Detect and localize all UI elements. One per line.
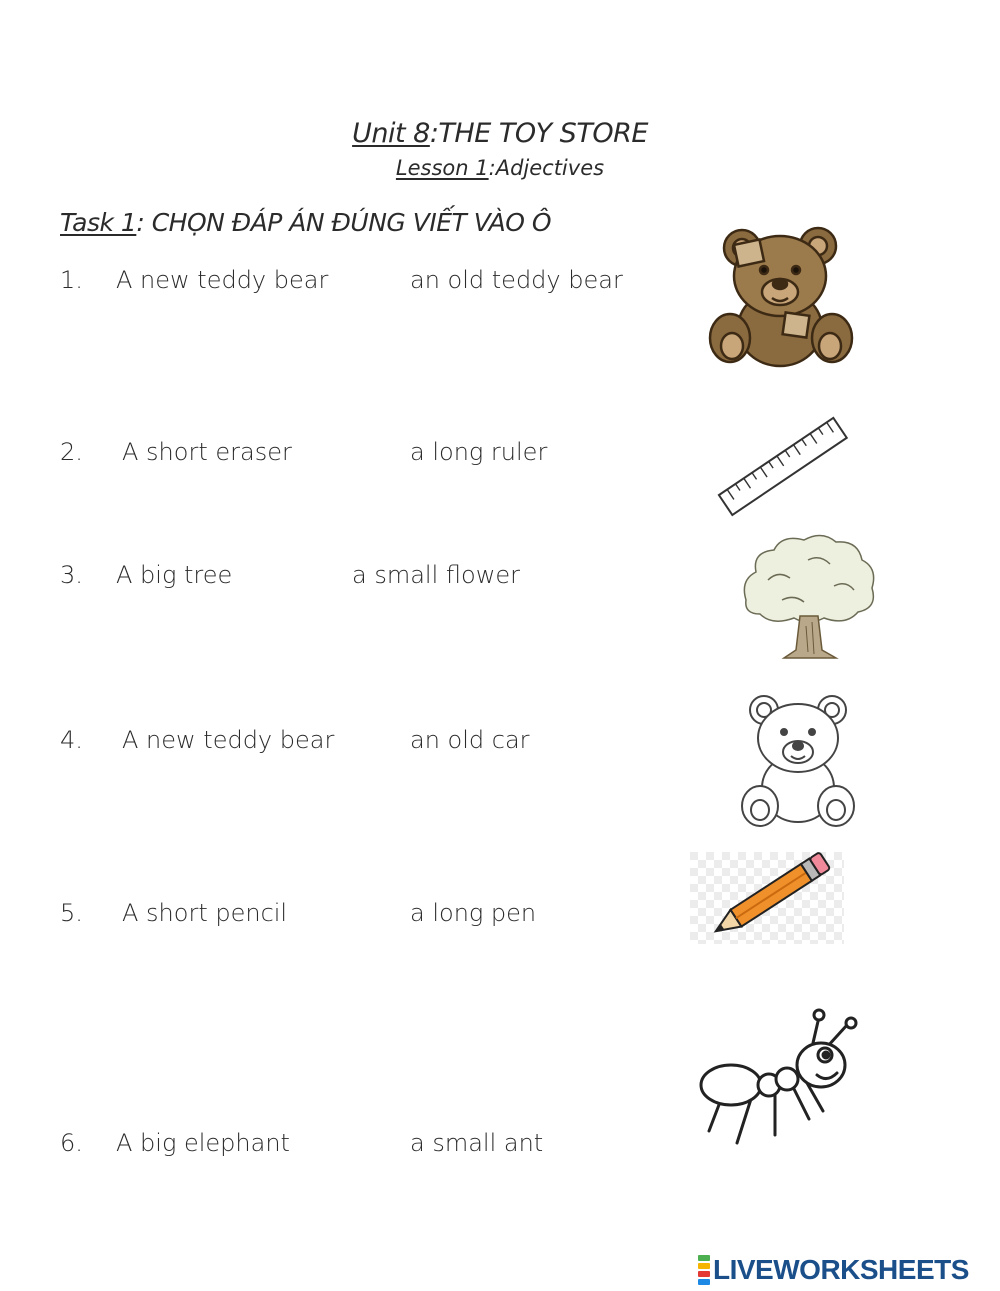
question-option-b: a long pen: [410, 899, 537, 927]
ant-icon: [695, 1003, 875, 1153]
pencil-icon: [690, 852, 844, 944]
subtitle-topic: :Adjectives: [488, 156, 605, 180]
question-option-a: A short eraser: [122, 438, 292, 466]
subtitle-lesson: Lesson 1: [395, 156, 489, 180]
question-option-b: an old car: [410, 726, 530, 754]
title-unit: Unit 8: [352, 118, 430, 149]
task-heading: [60, 208, 551, 237]
old-teddy-bear-icon: [700, 218, 860, 378]
title-topic: :THE TOY STORE: [429, 118, 648, 149]
question-option-b: a small ant: [410, 1129, 544, 1157]
question-option-a: A short pencil: [122, 899, 288, 927]
tree-icon: [738, 530, 878, 660]
page-subtitle: [0, 156, 1000, 180]
question-option-b: an old teddy bear: [410, 266, 623, 294]
question-number: 6.: [60, 1129, 83, 1157]
new-teddy-bear-icon: [738, 688, 858, 832]
question-option-b: a long ruler: [410, 438, 548, 466]
liveworksheets-logo: [698, 1253, 969, 1287]
page-title: [0, 118, 1000, 149]
brand-name: LIVEWORKSHEETS: [713, 1254, 969, 1285]
question-option-a: A big elephant: [116, 1129, 290, 1157]
question-number: 5.: [60, 899, 83, 927]
task-label: Task 1: [60, 208, 137, 237]
question-option-a: A big tree: [116, 561, 233, 589]
task-instruction: : CHỌN ĐÁP ÁN ĐÚNG VIẾT VÀO Ô: [136, 208, 552, 237]
question-option-a: A new teddy bear: [122, 726, 335, 754]
question-number: 4.: [60, 726, 83, 754]
question-number: 2.: [60, 438, 83, 466]
question-number: 3.: [60, 561, 83, 589]
question-option-a: A new teddy bear: [116, 266, 329, 294]
logo-mark-icon: [698, 1254, 710, 1286]
question-number: 1.: [60, 266, 83, 294]
question-option-b: a small flower: [352, 561, 520, 589]
ruler-icon: [710, 412, 855, 522]
